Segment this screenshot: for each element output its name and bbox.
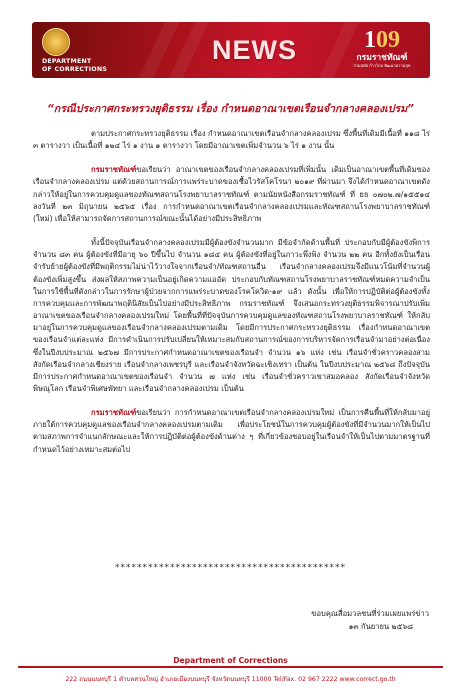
paragraph-2-lead: กรมราชทัณฑ์ bbox=[91, 165, 137, 175]
paragraph-3 bbox=[33, 237, 430, 395]
footer-divider bbox=[18, 666, 443, 668]
department-seal-icon bbox=[42, 28, 70, 56]
paragraph-4-text: ขอเรียนว่า การกำหนดอาณาเขตเรือนจำกลางคลองเปรมใหม่ เป็นการคืนพื้นที่ให้กลับมาอยู่ภายใต้การควบคุมดูแลของเรือนจำกลางคลองเปรมตามเดิม เพื่อประโยชน์ในการควบคุมผู้ต้องขังที่มีจำนวนมากให้เป็นไปตามสภาพการจำแนกลักษณะและให้การปฏิบัติต่อผู้ต้องขังด้านต่าง ๆ ที่เกี่ยวข้องชอบอยู่ในเรือนจำให้เป็นไปตามมาตรฐานที่กำหนดไว้อย่างเหมาะสมต่อไป bbox=[33, 408, 430, 454]
department-line2: OF CORRECTIONS bbox=[42, 65, 108, 73]
department-name bbox=[42, 58, 107, 73]
article-body bbox=[33, 128, 430, 468]
footer-address: 222 ถนนนนทบุรี 1 ตำบลสวนใหญ่ อำเภอเมืองนนทบุรี จังหวัดนนทบุรี 11000 Tel/Fax. 02 967 2222 www.correct.go.th bbox=[65, 676, 396, 683]
anniversary-number-prefix: 1 bbox=[364, 27, 376, 53]
paragraph-4-lead: กรมราชทัณฑ์ bbox=[91, 408, 137, 418]
anniversary-number-highlight: 09 bbox=[376, 27, 400, 53]
paragraph-3-text: ทั้งนี้ปัจจุบันเรือนจำกลางคลองเปรมมีผู้ต้องขังจำนวนมาก มีข้อจำกัดด้านพื้นที่ ประกอบกับมีผู้ต้องขังพิการ จำนวน ๘๓ คน ผู้ต้องขังที่มีอายุ ๖๐ ปีขึ้นไป จำนวน ๑๘๔ คน ผู้ต้องขังที่อยู่ในภาวะพึ่งพิง จำนวน ๒๒ คน อีกทั้งยังเป็นเรือนจำรับย้ายผู้ต้องขังที่มีพฤติกรรมไม่น่าไว้วางใจจากเรือนจำ/ทัณฑสถานอื่น เรือนจำกลางคลองเปรมจึงมีแนวโน้มที่จำนวนผู้ต้องขังเพิ่มสูงขึ้น ส่งผลให้สภาพความเป็นอยู่เกิดความแออัด ประกอบกับทัณฑสถานโรงพยาบาลราชทัณฑ์หมดความจำเป็นในการใช้พื้นที่ดังกล่าวในการรักษาผู้ป่วยจากการแพร่ระบาดของโรคโควิด-๑๙ แล้ว ดังนั้น เพื่อให้การปฏิบัติต่อผู้ต้องขังทั้งการควบคุมและการพัฒนาพฤตินิสัยเป็นไปอย่างมีประสิทธิภาพ กรมราชทัณฑ์ จึงเสนอกระทรวงยุติธรรมพิจารณาปรับเพิ่มอาณาเขตของเรือนจำกลางคลองเปรมใหม่ โดยพื้นที่ที่ปัจจุบันการควบคุมดูแลของทัณฑสถานโรงพยาบาลราชทัณฑ์ ให้กลับมาอยู่ในการควบคุมดูแลของเรือนจำกลางคลองเปรมตามเดิม โดยมีการประกาศกระทรวงยุติธรรม เรื่องกำหนดอาณาเขตของเรือนจำแต่ละแห่ง มีการดำเนินการปรับเปลี่ยนให้เหมาะสมกับสถานการณ์ของการบริหารจัดการเรือนจำมาอย่างต่อเนื่อง ซึ่งในปีงบประมาณ ๒๕๖๗ มีการประกาศกำหนดอาณาเขตของเรือนจำ จำนวน ๑๖ แห่ง เช่น เรือนจำชั่วคราวคลองสาม สังกัดเรือนจำกลางเชียงราย เรือนจำกลางเพชรบุรี และเรือนจำจังหวัดฉะเชิงเทรา เป็นต้น ในปีงบประมาณ ๒๕๖๘ ถึงปัจจุบัน มีการประกาศกำหนดอาณาเขตของเรือนจำ จำนวน ๗ แห่ง เช่น เรือนจำชั่วคราวเขาสมอคลอง สังกัดเรือนจำจังหวัดพิษณุโลก เรือนจำพิเศษพัทยา และเรือนจำกลางคลองเปรม เป็นต้น bbox=[33, 238, 430, 393]
department-line1: DEPARTMENT bbox=[42, 58, 92, 65]
anniversary-logo bbox=[342, 27, 422, 73]
footer-title: Department of Corrections bbox=[173, 656, 288, 665]
paragraph-4 bbox=[33, 407, 430, 456]
anniversary-subtitle: กรมราชทัณฑ์ bbox=[356, 53, 408, 63]
release-date: ๑๓ กันยายน ๒๕๖๘ bbox=[348, 622, 413, 631]
paragraph-2-text: ขอเรียนว่า อาณาเขตของเรือนจำกลางคลองเปรมที่เพิ่มนั้น เดิมเป็นอาณาเขตพื้นที่เดิมของเรือนจำกลางคลองเปรม แต่ด้วยสถานการณ์การแพร่ระบาดของเชื้อไวรัสโคโรนา ๒๐๑๙ ที่ผ่านมา จึงได้กำหนดอาณาเขตดังกล่าวให้อยู่ในการควบคุมดูแลของทัณฑสถานโรงพยาบาลราชทัณฑ์ ตามนัยหนังสือกรมราชทัณฑ์ ที่ ยธ ๐๗๐๒.๗/๑๕๕๑๔ ลงวันที่ ๒๓ มิถุนายน ๒๕๖๕ เรื่อง การกำหนดอาณาเขตเรือนจำกลางคลองเปรมและทัณฑสถานโรงพยาบาลราชทัณฑ์ (ใหม่) เพื่อให้สามารถจัดการสถานการณ์ขณะนั้นได้อย่างมีประสิทธิภาพ bbox=[33, 165, 430, 223]
paragraph-2 bbox=[33, 164, 430, 225]
news-banner bbox=[32, 22, 430, 78]
paragraph-1 bbox=[33, 128, 430, 152]
anniversary-slogan: ร่วมสมัย ก้าวไกล พัฒนาความสุข bbox=[353, 63, 411, 68]
news-label: NEWS bbox=[212, 35, 297, 65]
paragraph-1-text: ตามประกาศกระทรวงยุติธรรม เรื่อง กำหนดอาณาเขตเรือนจำกลางคลองเปรม ซึ่งพื้นที่เดิมมีเนื้อที่ ๑๑๘ ไร่ ๓ ตารางวา เป็นเนื้อที่ ๑๒๔ ไร่ ๑ งาน ๑ ตารางวา โดยมีอาณาเขตเพิ่มจำนวน ๖ ไร่ ๑ งาน นั้น bbox=[33, 129, 430, 151]
separator: ****************************************** bbox=[115, 563, 346, 573]
thanks-line: ขอบคุณสื่อมวลชนที่ร่วมเผยแพร่ข่าว bbox=[311, 609, 429, 618]
page-title: “กรณีประกาศกระทรวงยุติธรรม เรื่อง กำหนดอาณาเขตเรือนจำกลางคลองเปรม” bbox=[46, 103, 415, 115]
